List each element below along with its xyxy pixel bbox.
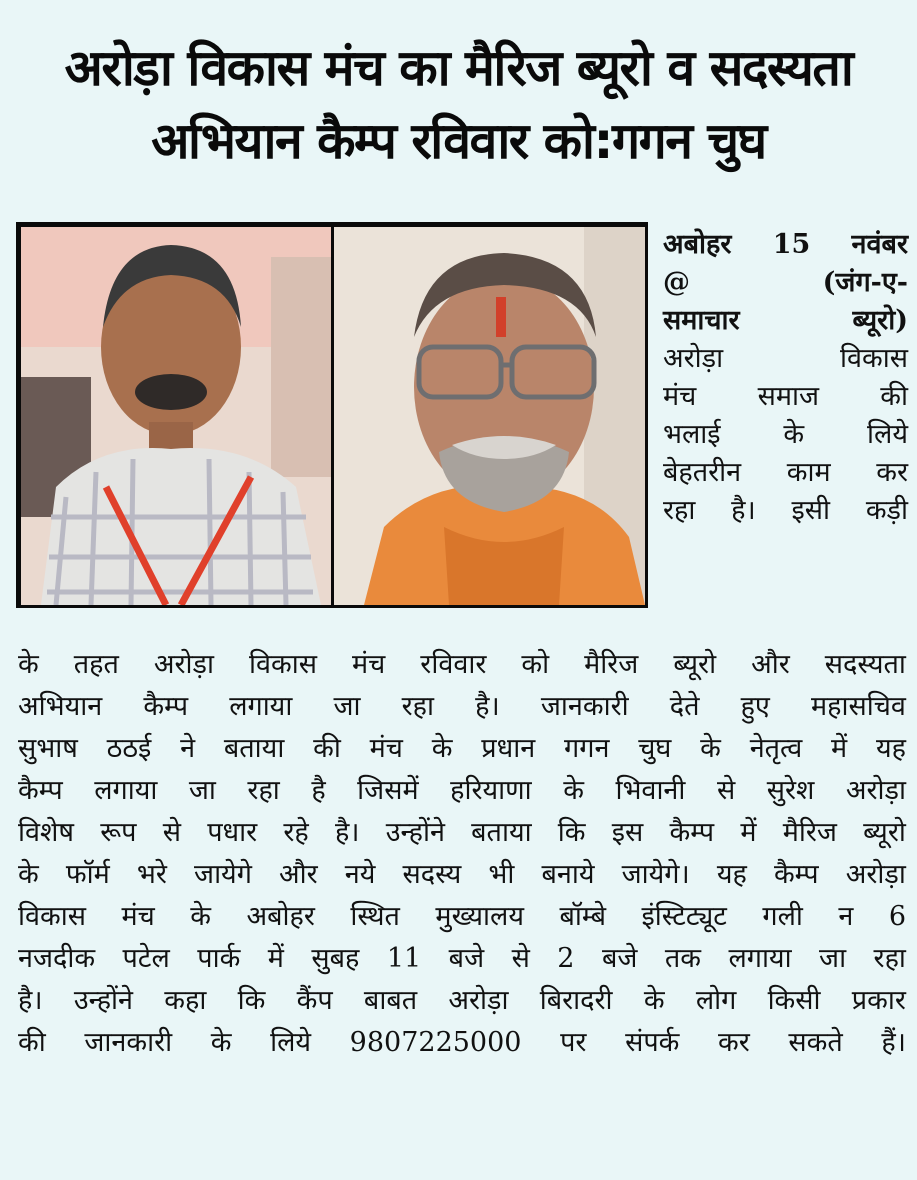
body-word: मुख्यालय	[435, 901, 524, 932]
dateline-city: अबोहर	[663, 229, 732, 260]
body-word: को	[521, 649, 550, 680]
body-word: है।	[18, 985, 43, 1016]
side-line-3	[663, 416, 908, 454]
body-word: किसी	[767, 985, 821, 1016]
body-line-10	[18, 1022, 906, 1064]
body-word: महासचिव	[811, 691, 906, 722]
body-word: इस	[611, 817, 644, 848]
body-word: 6	[888, 901, 906, 932]
photo-frame	[16, 222, 648, 608]
body-word: बताया	[471, 817, 532, 848]
body-word: से	[716, 775, 736, 806]
body-word: अभियान	[18, 691, 103, 722]
body-word: भी	[488, 859, 515, 890]
body-word: प्रकार	[851, 985, 906, 1016]
body-word: सदस्यता	[824, 649, 906, 680]
body-word: पर	[560, 1027, 587, 1058]
body-word: के	[190, 901, 211, 932]
dateline-at-sign: @	[663, 267, 690, 298]
body-word: पटेल	[122, 943, 170, 974]
body-word: कैंप	[296, 985, 333, 1016]
body-word: लगाया	[94, 775, 158, 806]
article-body-text	[18, 644, 906, 1064]
side-word: कर	[876, 457, 908, 488]
body-word: विकास	[248, 649, 317, 680]
body-line-8	[18, 938, 906, 980]
body-word: यह	[716, 859, 747, 890]
body-word: पधार	[207, 817, 258, 848]
side-line-4	[663, 454, 908, 492]
body-word: उन्होंने	[73, 985, 134, 1016]
body-word: रहा	[873, 943, 906, 974]
body-word: मंच	[121, 901, 155, 932]
side-word: अरोड़ा	[663, 343, 724, 374]
body-word: जिसमें	[357, 775, 419, 806]
body-word: जा	[333, 691, 361, 722]
body-word: जायेगे	[194, 859, 252, 890]
body-word: की	[18, 1027, 46, 1058]
side-word: भलाई	[663, 419, 721, 450]
body-word: है।	[475, 691, 500, 722]
body-word: देते	[669, 691, 700, 722]
body-word: प्रधान	[481, 733, 536, 764]
body-word: गगन	[564, 733, 610, 764]
body-word: के	[563, 775, 584, 806]
headline-line-2: अभियान कैम्प रविवार को:गगन चुघ	[151, 112, 766, 170]
body-word: जानकारी	[540, 691, 629, 722]
body-word: के	[643, 985, 665, 1016]
body-word: के	[18, 859, 39, 890]
body-word: है	[311, 775, 326, 806]
body-word: रहे	[283, 817, 309, 848]
side-word: बेहतरीन	[663, 457, 742, 488]
body-word: पार्क	[197, 943, 241, 974]
body-word: लिये	[270, 1027, 312, 1058]
body-word: मैरिज	[782, 817, 837, 848]
side-word: कड़ी	[865, 495, 908, 526]
headline-line-1: अरोड़ा विकास मंच का मैरिज ब्यूरो व सदस्यता	[64, 39, 853, 97]
body-word: कि	[557, 817, 586, 848]
side-line-1	[663, 340, 908, 378]
body-word: मंच	[351, 649, 386, 680]
body-word: लगाया	[229, 691, 293, 722]
body-word: के	[210, 1027, 232, 1058]
body-word: मैरिज	[584, 649, 639, 680]
body-word: यह	[875, 733, 906, 764]
side-word: की	[880, 381, 908, 412]
body-word: नजदीक	[18, 943, 96, 974]
body-line-6	[18, 854, 906, 896]
body-line-4	[18, 770, 906, 812]
body-word: हैं।	[881, 1027, 906, 1058]
body-word: 11	[386, 943, 422, 974]
body-word: कहा	[164, 985, 207, 1016]
body-word: में	[267, 943, 284, 974]
body-word: कैम्प	[18, 775, 63, 806]
body-word: रविवार	[420, 649, 487, 680]
side-word: काम	[786, 457, 831, 488]
body-word: मंच	[369, 733, 403, 764]
body-word: सकते	[788, 1027, 843, 1058]
body-word: 2	[557, 943, 575, 974]
body-word: लगाया	[728, 943, 792, 974]
body-word: ब्यूरो	[863, 817, 906, 848]
body-word: जानकारी	[84, 1027, 173, 1058]
body-line-2	[18, 686, 906, 728]
dateline-source: (जंग-ए-	[822, 267, 908, 298]
body-line-9	[18, 980, 906, 1022]
side-word: है।	[731, 495, 756, 526]
body-word: लोग	[695, 985, 737, 1016]
body-word: न	[838, 901, 854, 932]
body-word: गली	[762, 901, 803, 932]
body-word: बताया	[223, 733, 285, 764]
body-word: बिरादरी	[539, 985, 613, 1016]
body-word: नेतृत्व	[749, 733, 803, 764]
body-word: अरोड़ा	[153, 649, 214, 680]
body-word: के	[431, 733, 453, 764]
body-word: सुरेश	[766, 775, 815, 806]
body-word: ने	[180, 733, 196, 764]
side-word: इसी	[791, 495, 831, 526]
body-word: के	[18, 649, 39, 680]
side-word: मंच	[663, 381, 697, 412]
body-word: कर	[718, 1027, 750, 1058]
body-word: कैम्प	[773, 859, 819, 890]
dateline-day: 15	[772, 229, 811, 260]
body-word: अबोहर	[246, 901, 315, 932]
body-word: अरोड़ा	[845, 859, 906, 890]
body-word: से	[162, 817, 181, 848]
body-word: से	[511, 943, 530, 974]
body-word: स्थित	[350, 901, 400, 932]
dateline-source-word: समाचार	[663, 305, 740, 336]
body-word: बाबत	[363, 985, 418, 1016]
body-word: बॉम्बे	[559, 901, 607, 932]
body-word: और	[279, 859, 318, 890]
photo-left	[21, 227, 331, 605]
body-line-5	[18, 812, 906, 854]
body-word: बजे	[448, 943, 485, 974]
dateline-line-2	[663, 264, 908, 302]
side-word: लिये	[867, 419, 908, 450]
body-word: सुबह	[311, 943, 360, 974]
body-word: तहत	[73, 649, 119, 680]
body-word: रहा	[401, 691, 434, 722]
body-word: नये	[344, 859, 376, 890]
side-word: समाज	[757, 381, 819, 412]
dateline-line-1	[663, 226, 908, 264]
body-word: तक	[664, 943, 701, 974]
body-word: और	[751, 649, 790, 680]
body-word: रूप	[100, 817, 137, 848]
body-word: अरोड़ा	[845, 775, 906, 806]
body-line-1	[18, 644, 906, 686]
body-word: सदस्य	[402, 859, 462, 890]
body-word: के	[700, 733, 721, 764]
body-word: संपर्क	[625, 1027, 680, 1058]
body-word: जायेगे।	[621, 859, 690, 890]
body-word: बनाये	[541, 859, 595, 890]
side-line-5	[663, 492, 908, 530]
headline	[0, 32, 917, 178]
side-line-2	[663, 378, 908, 416]
body-word: 9807225000	[349, 1027, 522, 1058]
body-word: है।	[334, 817, 360, 848]
body-word: विकास	[18, 901, 86, 932]
body-word: की	[313, 733, 341, 764]
body-word: भरे	[136, 859, 167, 890]
body-word: चुघ	[638, 733, 672, 764]
photo-right	[334, 227, 645, 605]
body-word: जा	[819, 943, 847, 974]
body-word: में	[831, 733, 848, 764]
body-word: हुए	[740, 691, 770, 722]
body-word: कैम्प	[143, 691, 189, 722]
body-word: ठठई	[106, 733, 152, 764]
person-photo-right	[334, 227, 645, 605]
dateline-month: नवंबर	[851, 229, 908, 260]
body-word: में	[740, 817, 757, 848]
side-word: रहा	[663, 495, 696, 526]
body-word: भिवानी	[615, 775, 686, 806]
body-word: बजे	[601, 943, 638, 974]
body-word: जा	[188, 775, 216, 806]
side-word: विकास	[840, 343, 908, 374]
body-word: कैम्प	[669, 817, 715, 848]
body-line-3	[18, 728, 906, 770]
dateline-line-3	[663, 302, 908, 340]
body-word: फॉर्म	[65, 859, 110, 890]
side-word: के	[783, 419, 805, 450]
body-word: कि	[237, 985, 266, 1016]
body-word: विशेष	[18, 817, 74, 848]
body-word: उन्होंने	[385, 817, 445, 848]
dateline-bureau: ब्यूरो)	[852, 305, 908, 336]
body-word: ब्यूरो	[673, 649, 717, 680]
body-word: सुभाष	[18, 733, 78, 764]
body-word: इंस्टिट्यूट	[641, 901, 727, 932]
article-sidebar-text	[663, 226, 908, 530]
body-word: रहा	[247, 775, 280, 806]
body-word: हरियाणा	[450, 775, 532, 806]
person-photo-left	[21, 227, 331, 605]
body-word: अरोड़ा	[448, 985, 509, 1016]
body-line-7	[18, 896, 906, 938]
